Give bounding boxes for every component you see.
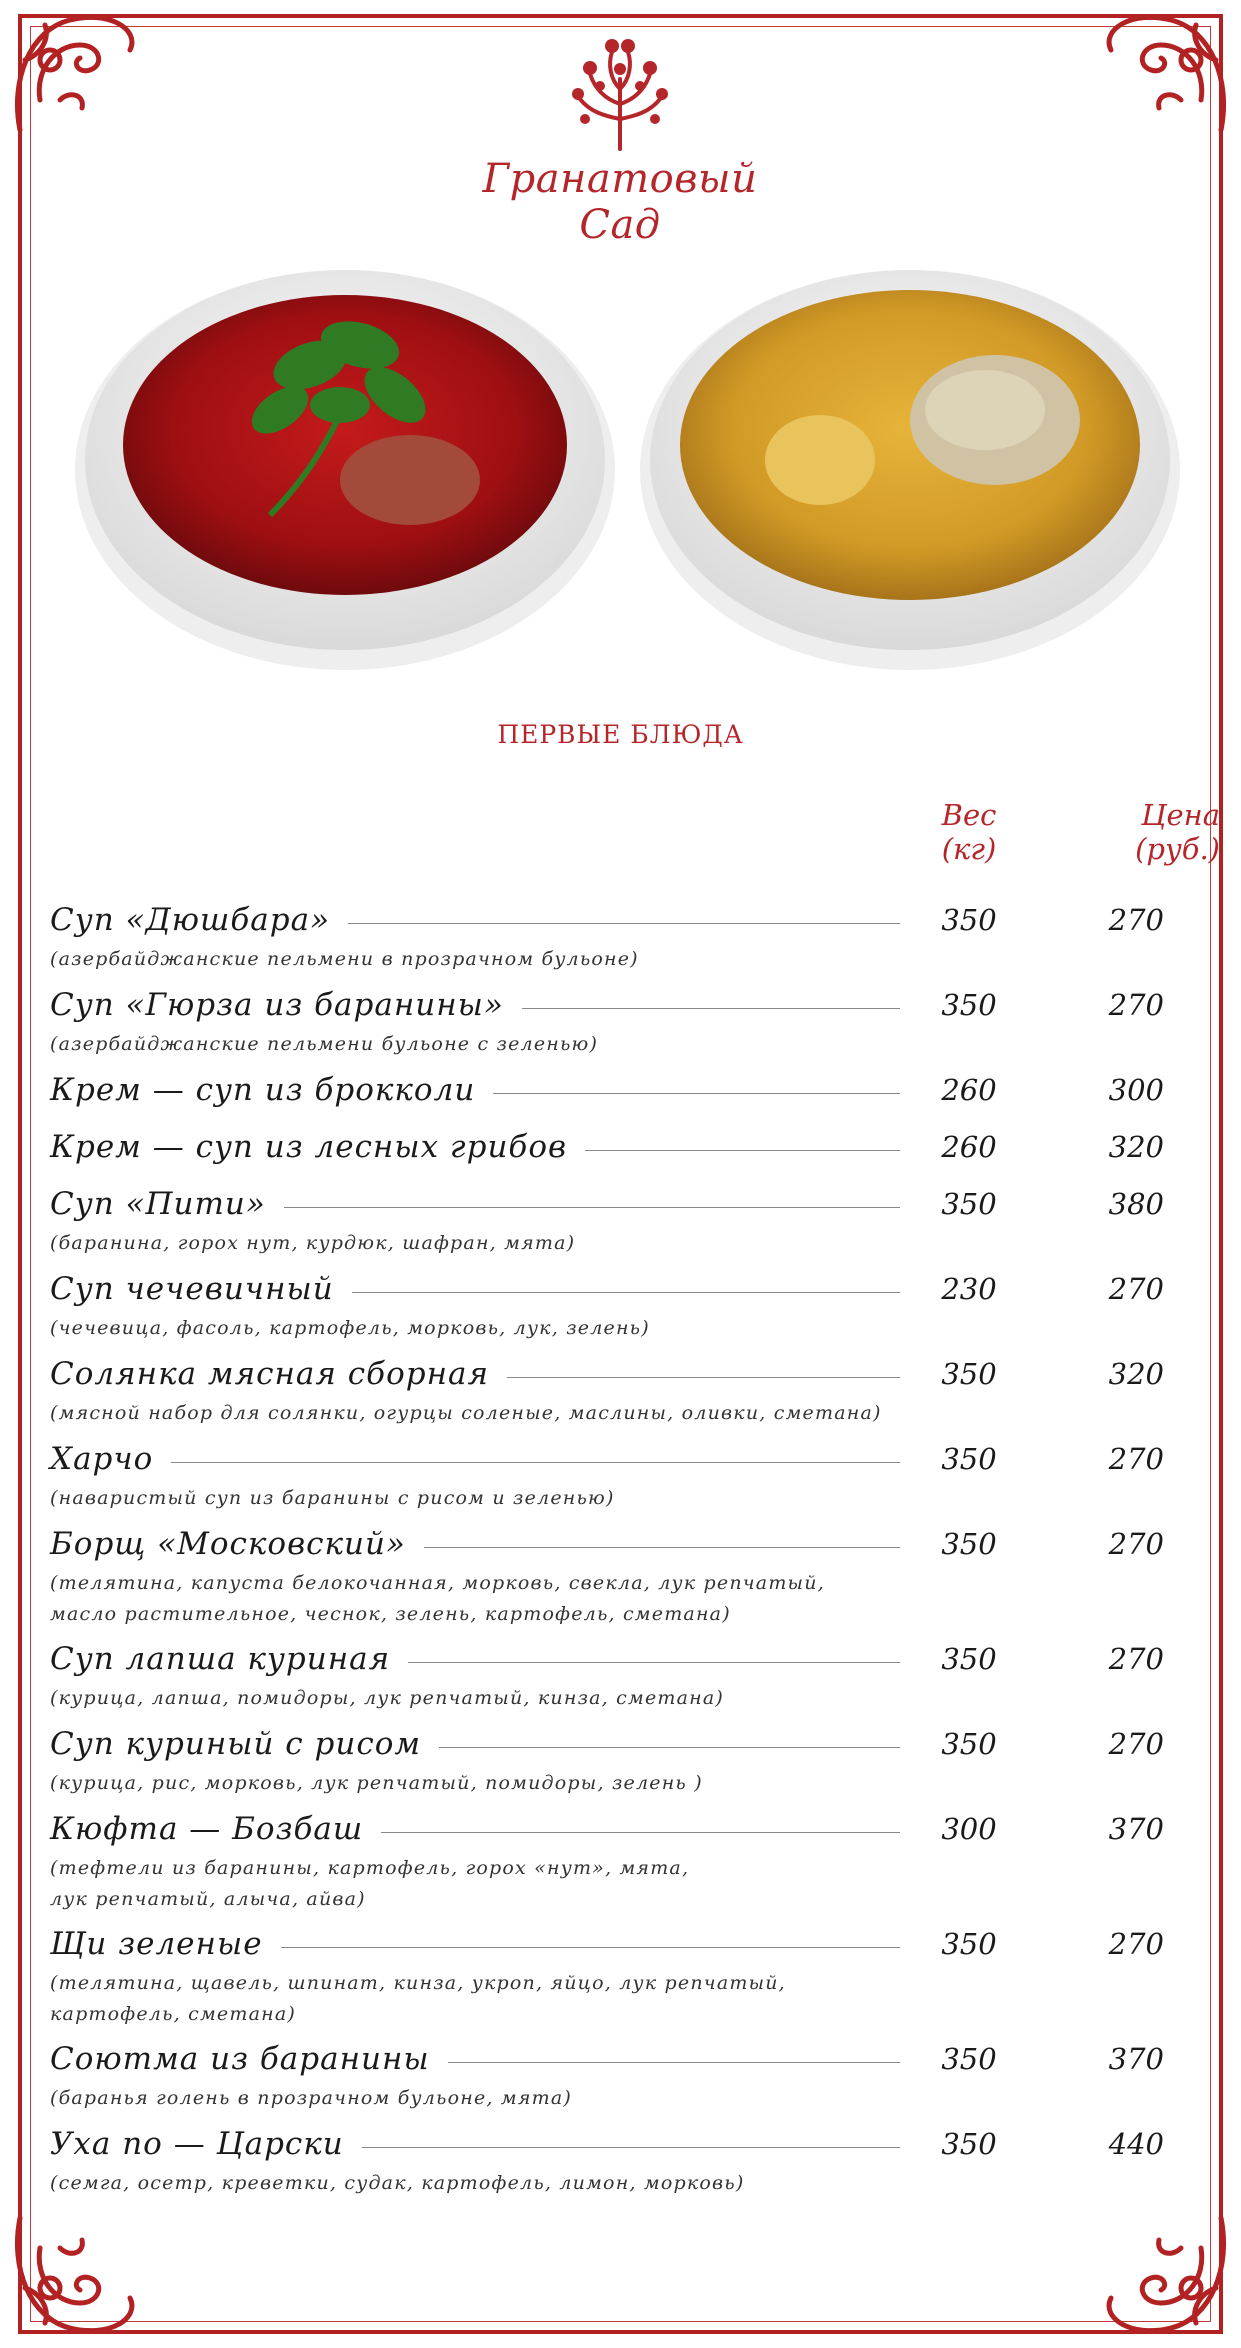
description-line: (чечевица, фасоль, картофель, морковь, лук, зелень) [50, 1317, 650, 1339]
menu-item-description [50, 1968, 1170, 2030]
menu-item [50, 1811, 1170, 1926]
menu-item [50, 1441, 1170, 1526]
menu-item-weight: 260 [941, 1073, 997, 1107]
menu-item-price: 370 [1108, 1812, 1164, 1846]
dotted-leader [493, 1093, 900, 1094]
menu-item-name: Суп куриный с рисом [50, 1726, 422, 1762]
menu-item-weight: 230 [941, 1272, 997, 1306]
description-line: (баранина, горох нут, курдюк, шафран, мята) [50, 1232, 576, 1254]
dotted-leader [281, 1947, 900, 1948]
menu-item-price: 270 [1108, 1442, 1164, 1476]
menu-item-price: 440 [1108, 2127, 1164, 2161]
menu-item-weight: 350 [941, 1727, 997, 1761]
dotted-leader [522, 1008, 900, 1009]
menu-item-weight: 350 [941, 903, 997, 937]
description-line: (наваристый суп из баранины с рисом и зеленью) [50, 1487, 615, 1509]
menu-item [50, 1072, 1170, 1129]
price-header-label: Цена [1141, 798, 1220, 832]
menu-item-price: 270 [1108, 1642, 1164, 1676]
corner-ornament-icon [0, 0, 150, 150]
menu-item [50, 987, 1170, 1072]
dotted-leader [171, 1462, 900, 1463]
weight-header-label: Вес [941, 798, 997, 832]
menu-item-name: Щи зеленые [50, 1926, 263, 1962]
menu-item-description [50, 1029, 1170, 1060]
menu-item [50, 1129, 1170, 1186]
menu-item [50, 1926, 1170, 2041]
description-line: (азербайджанские пельмени бульоне с зеленью) [50, 1033, 599, 1055]
dotted-leader [448, 2062, 900, 2063]
menu-item-weight: 350 [941, 2127, 997, 2161]
menu-item-price: 270 [1108, 988, 1164, 1022]
menu-item-price: 370 [1108, 2042, 1164, 2076]
menu-item-price: 270 [1108, 1272, 1164, 1306]
description-line: (тефтели из баранины, картофель, горох «нут», мята, [50, 1857, 690, 1879]
description-line: (семга, осетр, креветки, судак, картофель, лимон, морковь) [50, 2172, 745, 2194]
brand-name: Гранатовый Сад [482, 156, 758, 248]
menu-item-price: 300 [1108, 1073, 1164, 1107]
menu-item-weight: 260 [941, 1130, 997, 1164]
menu-item-description [50, 1398, 1170, 1429]
menu-item [50, 902, 1170, 987]
description-line: (телятина, щавель, шпинат, кинза, укроп, яйцо, лук репчатый, [50, 1972, 786, 1994]
dotted-leader [439, 1747, 900, 1748]
menu-item-name: Суп лапша куриная [50, 1641, 391, 1677]
description-line: лук репчатый, алыча, айва) [50, 1888, 366, 1910]
corner-ornament-icon [1091, 2198, 1241, 2348]
menu-item-description [50, 2168, 1170, 2199]
soup-borscht-image [75, 270, 615, 670]
menu-item [50, 1356, 1170, 1441]
description-line: масло растительное, чеснок, зелень, картофель, сметана) [50, 1603, 731, 1625]
menu-item-description [50, 944, 1170, 975]
description-line: (баранья голень в прозрачном бульоне, мята) [50, 2087, 572, 2109]
description-line: (курица, рис, морковь, лук репчатый, помидоры, зелень ) [50, 1772, 703, 1794]
menu-item-price: 270 [1108, 1927, 1164, 1961]
corner-ornament-icon [0, 2198, 150, 2348]
dotted-leader [408, 1662, 900, 1663]
menu-item [50, 2126, 1170, 2211]
description-line: (телятина, капуста белокочанная, морковь, свекла, лук репчатый, [50, 1572, 825, 1594]
menu-item-name: Суп «Гюрза из баранины» [50, 987, 504, 1023]
menu-item-weight: 350 [941, 1442, 997, 1476]
soup-meatball-broth-image [640, 270, 1180, 670]
menu-item-description [50, 1853, 1170, 1915]
menu-item-weight: 300 [941, 1812, 997, 1846]
dotted-leader [352, 1292, 900, 1293]
description-line: (азербайджанские пельмени в прозрачном бульоне) [50, 948, 639, 970]
price-header-unit: (руб.) [1135, 832, 1220, 866]
menu-item [50, 1526, 1170, 1641]
brand-logo [470, 24, 770, 248]
dotted-leader [585, 1150, 900, 1151]
menu-item-name: Солянка мясная сборная [50, 1356, 490, 1392]
menu-item [50, 1186, 1170, 1271]
menu-item-description [50, 1313, 1170, 1344]
dotted-leader [348, 923, 900, 924]
dotted-leader [424, 1547, 900, 1548]
menu-item [50, 1271, 1170, 1356]
price-column-header [1070, 798, 1226, 866]
menu-item-name: Суп «Пити» [50, 1186, 266, 1222]
menu-item-name: Суп «Дюшбара» [50, 902, 331, 938]
menu-item-price: 380 [1108, 1187, 1164, 1221]
menu-item-price: 270 [1108, 1527, 1164, 1561]
menu-item-description [50, 1228, 1170, 1259]
weight-column-header [924, 798, 1014, 866]
soup-photos [60, 245, 1190, 685]
menu-item-weight: 350 [941, 1187, 997, 1221]
menu-item-weight: 350 [941, 2042, 997, 2076]
menu-item-name: Кюфта — Бозбаш [50, 1811, 364, 1847]
menu-item [50, 1726, 1170, 1811]
menu-item-description [50, 1483, 1170, 1514]
menu-item-weight: 350 [941, 1527, 997, 1561]
menu-item-name: Крем — суп из лесных грибов [50, 1129, 568, 1165]
menu-item-weight: 350 [941, 1642, 997, 1676]
menu-item-price: 270 [1108, 903, 1164, 937]
description-line: (мясной набор для солянки, огурцы соленые, маслины, оливки, сметана) [50, 1402, 882, 1424]
menu-item-price: 270 [1108, 1727, 1164, 1761]
dotted-leader [362, 2147, 900, 2148]
pomegranate-tree-icon [560, 24, 680, 154]
menu-item-name: Крем — суп из брокколи [50, 1072, 476, 1108]
menu-item-description [50, 1768, 1170, 1799]
dotted-leader [507, 1377, 900, 1378]
menu-list [50, 902, 1170, 2211]
menu-item [50, 2041, 1170, 2126]
menu-item-weight: 350 [941, 988, 997, 1022]
menu-item-name: Харчо [50, 1441, 154, 1477]
menu-item-name: Борщ «Московский» [50, 1526, 406, 1562]
section-title: ПЕРВЫЕ БЛЮДА [497, 720, 744, 749]
menu-item-name: Соютма из баранины [50, 2041, 430, 2077]
menu-item-name: Суп чечевичный [50, 1271, 334, 1307]
menu-item-price: 320 [1108, 1357, 1164, 1391]
menu-item-description [50, 1568, 1170, 1630]
dotted-leader [284, 1207, 900, 1208]
menu-item [50, 1641, 1170, 1726]
description-line: (курица, лапша, помидоры, лук репчатый, кинза, сметана) [50, 1687, 724, 1709]
menu-item-price: 320 [1108, 1130, 1164, 1164]
weight-header-unit: (кг) [941, 832, 997, 866]
menu-item-weight: 350 [941, 1357, 997, 1391]
corner-ornament-icon [1091, 0, 1241, 150]
menu-item-weight: 350 [941, 1927, 997, 1961]
description-line: картофель, сметана) [50, 2003, 296, 2025]
menu-item-name: Уха по — Царски [50, 2126, 344, 2162]
dotted-leader [381, 1832, 900, 1833]
menu-item-description [50, 1683, 1170, 1714]
menu-item-description [50, 2083, 1170, 2114]
